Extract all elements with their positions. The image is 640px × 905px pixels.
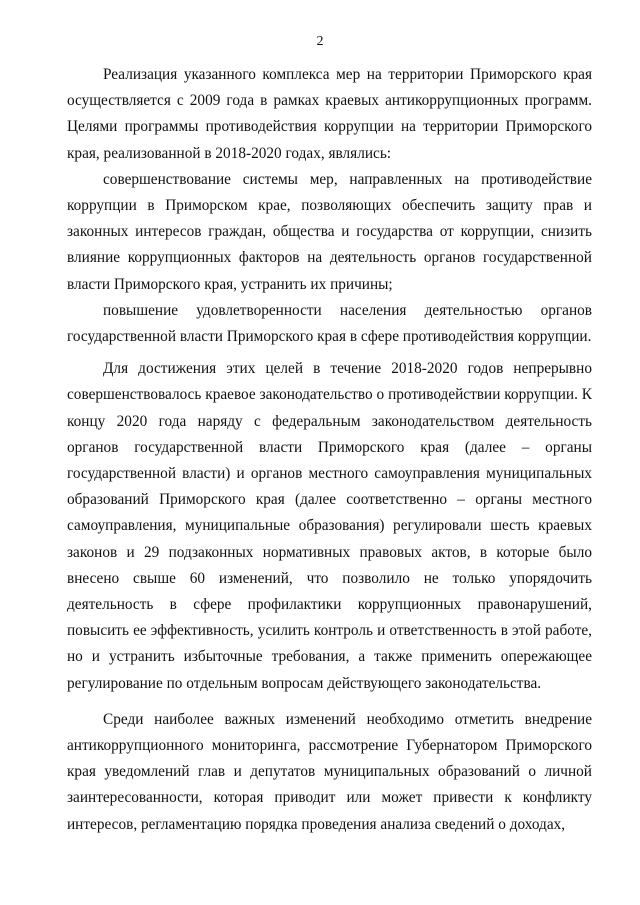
paragraph-goal-satisfaction: повышение удовлетворенности населения деятельностью органов государственной власти Приморского края в сфере противодействия коррупции. xyxy=(67,301,592,346)
paragraph-legislation: Для достижения этих целей в течение 2018-2020 годов непрерывно совершенствовалось краевое законодательство о противодействии коррупции. К концу 2020 года наряду с федеральным законодательством деятельность органов государственной власти Приморского края (далее – органы государственной власти) и органов местного самоуправления муниципальных образований Приморского края (далее соответственно – органы местного самоуправления, муниципальные образования) регулировали шесть краевых законов и 29 подзаконных нормативных правовых актов, в которые было внесено свыше 60 изменений, что позволило не только упорядочить деятельность в сфере профилактики коррупционных правонарушений, повысить ее эффективность, усилить контроль и ответственность в этой работе, но и устранить избыточные требования, а также применить опережающее регулирование по отдельным вопросам действующего законодательства. xyxy=(67,360,592,692)
paragraph-goal-system: совершенствование системы мер, направленных на противодействие коррупции в Приморском крае, позволяющих обеспечить защиту прав и законных интересов граждан, общества и государства от коррупции, снизить влияние коррупционных факторов на деятельность органов государственной власти Приморского края, устранить их причины; xyxy=(67,170,592,293)
page-number: 2 xyxy=(316,34,324,49)
paragraph-important-changes: Среди наиболее важных изменений необходимо отметить внедрение антикоррупционного мониторинга, рассмотрение Губернатором Приморского края уведомлений глав и депутатов муниципальных образований о личной заинтересованности, которая приводит или может привести к конфликту интересов, регламентацию порядка проведения анализа сведений о доходах, xyxy=(67,710,592,833)
document-body xyxy=(67,62,592,838)
paragraph-program-intro: Реализация указанного комплекса мер на территории Приморского края осуществляется с 2009 года в рамках краевых антикоррупционных программ. Целями программы противодействия коррупции на территории Приморского края, реализованной в 2018-2020 годах, являлись: xyxy=(67,66,592,162)
